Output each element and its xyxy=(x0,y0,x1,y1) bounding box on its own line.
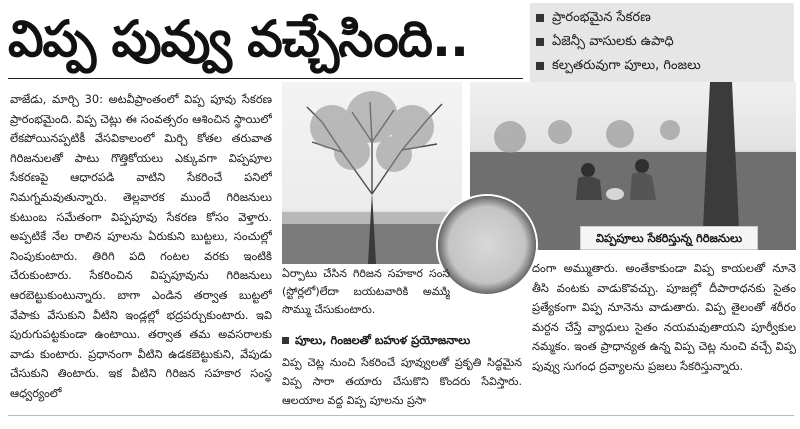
article-paragraph: ఏర్పాటు చేసిన గిరిజన సహకార సంస (స్టోర్లలో)లేదా బయటవారికి అమ్ముి సొమ్ము చేసుకుంటారు. xyxy=(282,267,450,316)
headline: విప్ప పువ్వు వచ్చేసింది.. xyxy=(8,10,468,68)
square-bullet-icon xyxy=(536,62,544,70)
article-paragraph: దంగా అమ్ముతారు. అంతేకాకుండా విప్ప కాయలతో నూనె తీసి వంటకు వాడుకొవచ్చు. పూజల్లో దీపారాధనకు సైతం ప్రత్యేకంగా విప్ప నూనెను వాడుతారు. విప్ప తైలంతో శరీరం మర్దన చేస్తే వ్యాధులు సైతం నయమవుతాయని పూర్వీకుల నమ్మకం. ఇంత ప్రాధాన్యత ఉన్న విప్ప చెట్ల నుంచి వచ్చే విప్ప పువ్వు సుగంధ ద్రవ్యాలను ప్రజలు సేకరిస్తున్నారు. xyxy=(532,261,796,373)
article-column-2 xyxy=(282,265,450,321)
highlights-box xyxy=(530,3,794,83)
highlight-text: ప్రారంభమైన సేకరణ xyxy=(552,10,651,25)
tree-illustration xyxy=(282,82,462,264)
flower-basket-inset xyxy=(438,196,536,294)
square-bullet-icon xyxy=(536,14,544,22)
highlight-item xyxy=(536,55,788,77)
article-column-4 xyxy=(532,259,796,409)
article-paragraph: విప్ప చెట్ల నుంచి సేకరించే పూవ్వులతో ప్రకృతి సిద్ధమైన విప్ప సారా తయారు చేసుకొని కొందరు సేవిస్తారు. ఆలయాల వద్ద విప్ప పూలను ప్రసా xyxy=(282,356,522,407)
square-bullet-icon xyxy=(536,38,544,46)
subheading xyxy=(282,330,522,350)
square-bullet-icon xyxy=(282,337,289,344)
bottom-rule xyxy=(8,415,794,416)
highlight-text: ఏజెన్సీ వాసులకు ఉపాధి xyxy=(552,34,674,49)
highlight-text: కల్పతరువుగా పూలు, గింజలు xyxy=(552,58,701,73)
article-column-1 xyxy=(10,90,272,412)
highlight-item xyxy=(536,7,788,29)
highlight-item xyxy=(536,31,788,53)
article-paragraph: వాజేడు, మార్చి 30: అటవీప్రాంతంలో విప్ప పూవు సేకరణ ప్రారంభమైంది. విప్ప చెట్లు ఈ సంవత్సరం ఆశించిన స్థాయిలో లేకపోయినప్పటికీ వేసవికాలంలో మిర్చి కోతల తరువాత గిరిజనులతో పాటు గొత్తికోయలు ఎక్కువగా విప్పపూల సేకరణపై ఆధారపడి వాటిని సేకరించే పనిలో నిమగ్నమవుతున్నారు. తెల్లవారక ముందే గిరిజనులు కుటుంబ సమేతంగా విప్పపూవు సేకరణ కోసం వెళ్తారు. అప్పటికే నేల రాలిన పూలను ఏరుకుని బుట్టలు, సంచుల్లో నింపుకుంటారు. తిరిగి పది గంటల వరకు ఇంటికి చేరుకుంటారు. సేకరించిన విప్పపూవును గిరిజనులు ఆరబెట్టుకుంటున్నారు. బాగా ఎండిన తర్వాత బుట్టలో వేపాకు వేసుకుని వీటిని ఇండ్లల్లో భద్రపర్చుకుంటారు. ఇవి పురుగుపట్టకుండా ఉంటాయి. తర్వాత తమ అవసరాలకు వాడు కుంటారు. ప్రధానంగా వీటిని ఉడకబెట్టుకుని, వేపుడు చేసుకుని తింటారు. ఇక వీటిని గిరిజన సహకార సంస్థ ఆధ్వర్యంలో xyxy=(10,92,272,400)
photo-tree xyxy=(282,82,462,264)
photo-caption: విప్పపూలు సేకరిస్తున్న గిరిజనులు xyxy=(580,226,758,250)
article-column-3 xyxy=(282,353,522,411)
headline-rule xyxy=(8,78,523,79)
subheading-text: పూలు, గింజలతో బహుళ ప్రయోజనాలు xyxy=(295,333,471,347)
